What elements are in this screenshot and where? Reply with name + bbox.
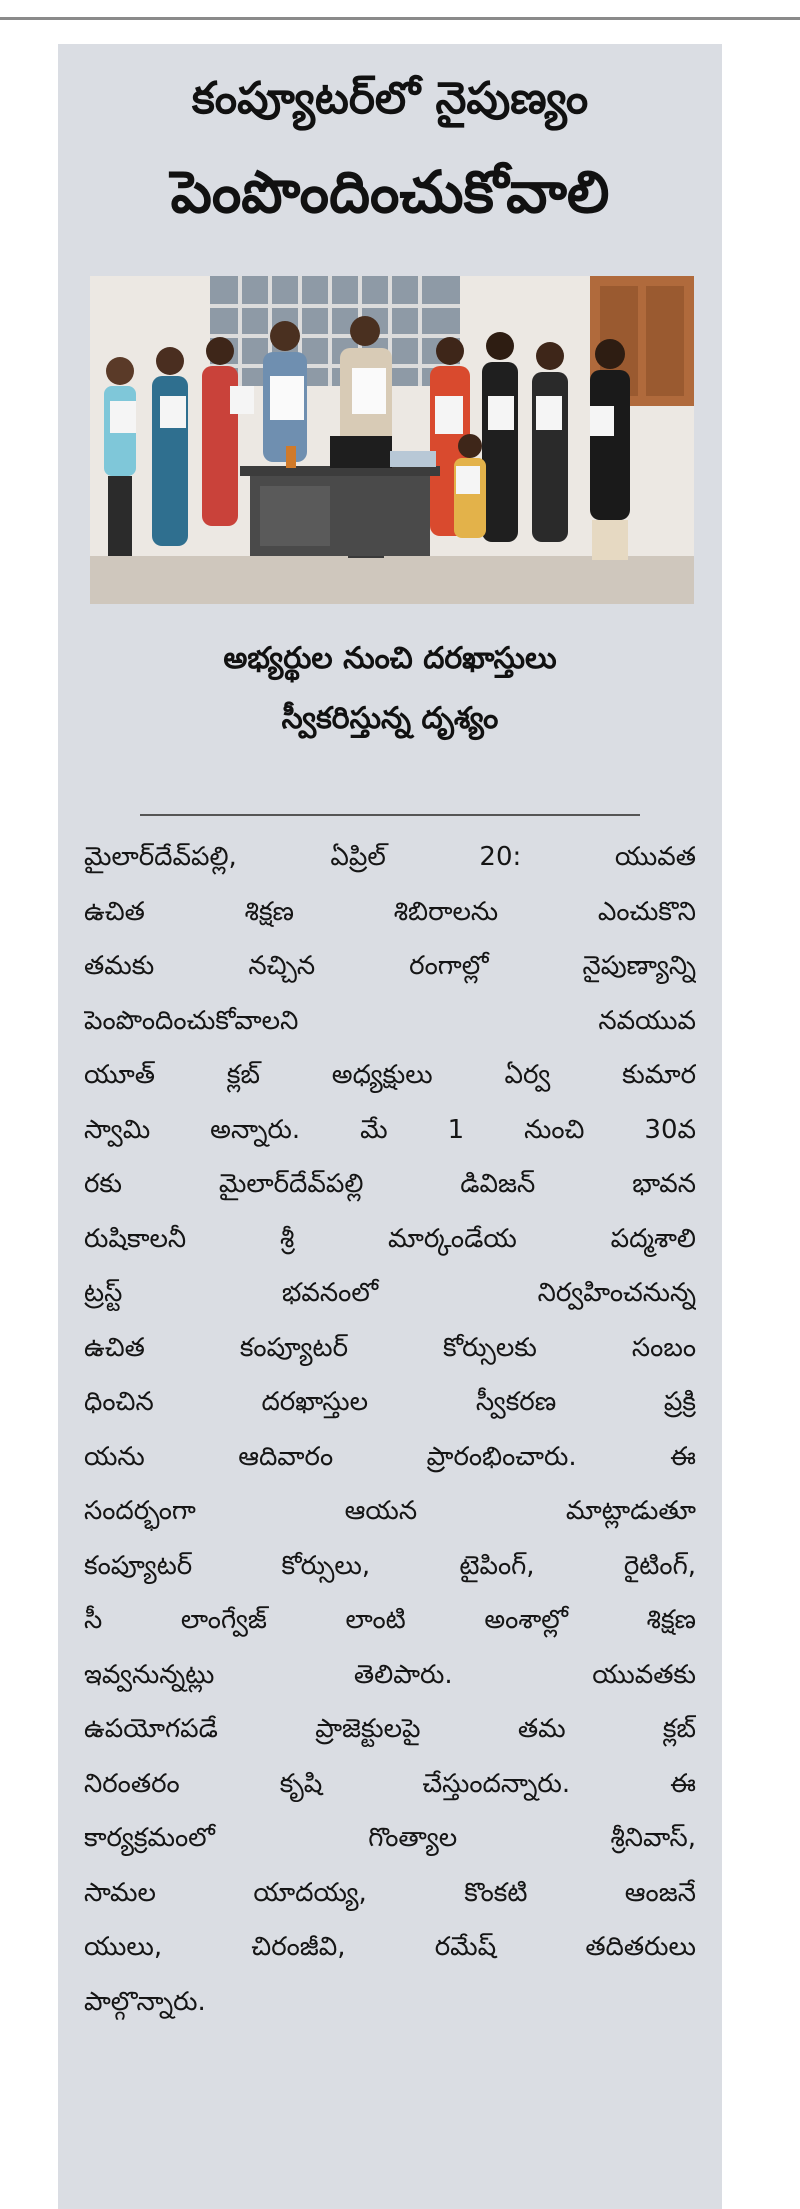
article-body — [84, 830, 696, 2029]
body-line: ట్రస్ట్ భవనంలో నిర్వహించనున్న — [84, 1278, 696, 1308]
body-line: పాల్గొన్నారు. — [84, 1986, 206, 2017]
body-line: ఉపయోగపడే ప్రాజెక్టులపై తమ క్లబ్ — [84, 1714, 696, 1744]
body-line: ఉచిత కంప్యూటర్ కోర్సులకు సంబం — [84, 1332, 696, 1363]
body-line: సందర్భంగా ఆయన మాట్లాడుతూ — [84, 1496, 696, 1526]
body-line: యను ఆదివారం ప్రారంభించారు. ఈ — [84, 1441, 696, 1472]
body-line: రుషికాలనీ శ్రీ మార్కండేయ పద్మశాలి — [84, 1223, 696, 1254]
body-line: ఉచిత శిక్షణ శిబిరాలను ఎంచుకొని — [84, 896, 696, 927]
body-line: రకు మైలార్‌దేవ్‌పల్లి డివిజన్ భావన — [84, 1169, 696, 1199]
body-line: యులు, చిరంజీవి, రమేష్ తదితరులు — [84, 1932, 696, 1962]
body-line: కార్యక్రమంలో గొంత్యాల శ్రీనివాస్, — [84, 1823, 696, 1853]
caption-divider — [140, 814, 640, 816]
body-line: యూత్ క్లబ్ అధ్యక్షులు ఏర్వ కుమార — [84, 1060, 696, 1090]
body-line: ధించిన దరఖాస్తుల స్వీకరణ ప్రక్రి — [84, 1387, 696, 1417]
body-line: నిరంతరం కృషి చేస్తుందన్నారు. ఈ — [84, 1768, 696, 1799]
body-line: స్వామి అన్నారు. మే 1 నుంచి 30వ — [84, 1114, 696, 1145]
body-line: తమకు నచ్చిన రంగాల్లో నైపుణ్యాన్ని — [84, 951, 696, 981]
page-top-rule — [0, 0, 800, 20]
photo-caption-line-2: స్వీకరిస్తున్న దృశ్యం — [281, 701, 499, 736]
headline-line-2: పెంపొందించుకోవాలి — [170, 158, 610, 226]
body-line: కంప్యూటర్ కోర్సులు, టైపింగ్, రైటింగ్, — [84, 1550, 696, 1581]
article-photo — [90, 276, 694, 604]
body-line: మైలార్‌దేవ్‌పల్లి, ఏప్రిల్ 20: యువత — [84, 842, 696, 872]
photo-caption-line-1: అభ్యర్థుల నుంచి దరఖాస్తులు — [223, 641, 557, 676]
newspaper-clipping — [58, 44, 722, 2209]
body-line: పెంపొందించుకోవాలని నవయువ — [84, 1005, 696, 1036]
body-line: ఇవ్వనున్నట్లు తెలిపారు. యువతకు — [84, 1659, 696, 1690]
headline-line-1: కంప్యూటర్‌లో నైపుణ్యం — [191, 73, 589, 124]
body-line: సామల యాదయ్య, కొంకటి ఆంజనే — [84, 1877, 696, 1908]
body-line: సీ లాంగ్వేజ్ లాంటి అంశాల్లో శిక్షణ — [84, 1605, 696, 1635]
